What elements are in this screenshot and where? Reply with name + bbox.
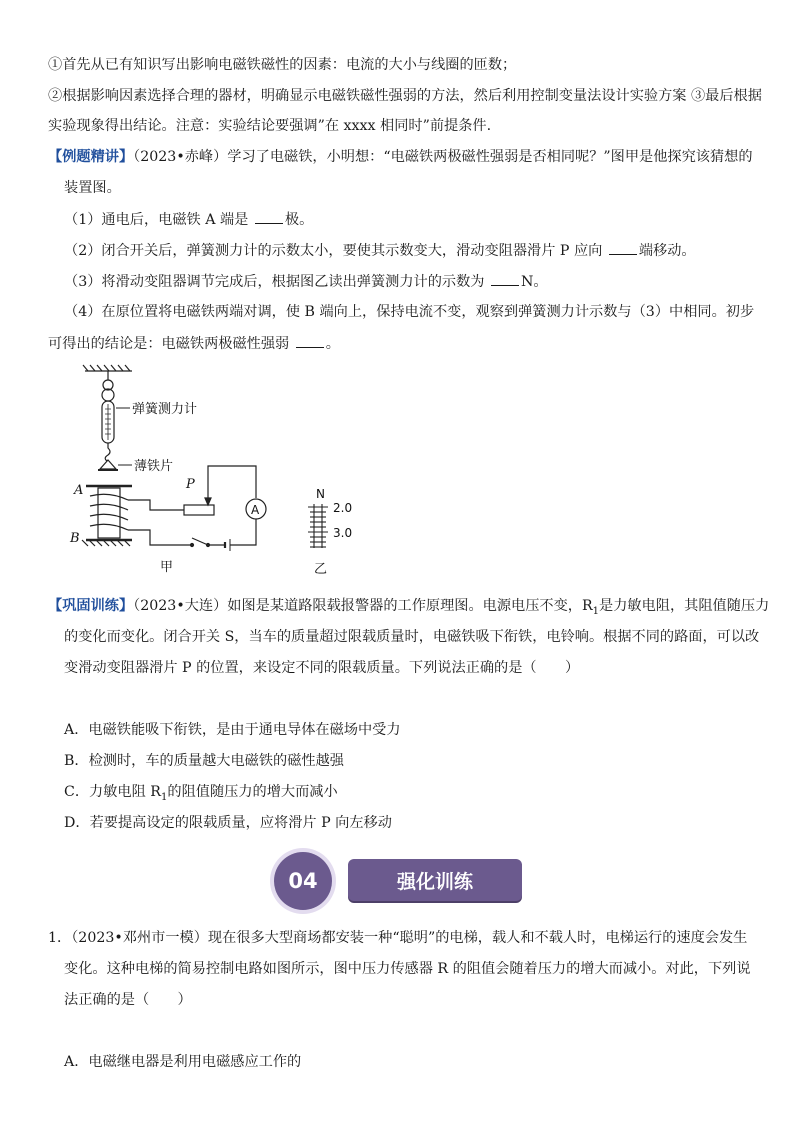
label-p: P <box>186 477 195 492</box>
iron-plate-label: 薄铁片 <box>134 459 174 474</box>
ceiling-mount <box>83 365 132 380</box>
example-question-2: （2）闭合开关后，弹簧测力计的示数太小，要使其示数变大，滑动变阻器滑片 P 应向 端移动。 <box>64 240 764 261</box>
caption-left: 甲 <box>160 560 174 575</box>
practice-stem-line-2: 的变化而变化。闭合开关 S，当车的质量超过限载质量时，电磁铁吸下衔铁，电铃响。根据不同的路面，可以改 <box>64 629 760 645</box>
practice-option-d: D．若要提高设定的限载质量，应将滑片 P 向左移动 <box>64 815 392 831</box>
scale-value-2: 3.0 <box>333 526 353 540</box>
ammeter-label: A <box>251 503 260 517</box>
scale-reading <box>308 504 328 548</box>
answer-blank <box>296 333 324 348</box>
question-1-line-1: 1．（2023•邓州市一模）现在很多大型商场都安装一种“聪明”的电梯，载人和不载人时，电梯运行的速度会发生 <box>48 930 748 946</box>
intro-line-1: ①首先从已有知识写出影响电磁铁磁性的因素：电流的大小与线圈的匝数； <box>48 57 517 73</box>
iron-plate-icon <box>100 460 116 469</box>
label-a: A <box>74 483 84 498</box>
example-question-3: （3）将滑动变阻器调节完成后，根据图乙读出弹簧测力计的示数为 N。 <box>64 271 764 292</box>
example-tag: 【例题精讲】 <box>48 149 134 165</box>
practice-stem-line-3: 变滑动变阻器滑片 P 的位置，来设定不同的限载质量。下列说法正确的是（ ） <box>64 660 580 676</box>
answer-blank <box>609 240 637 255</box>
example-stem-line-2: 装置图。 <box>64 180 121 196</box>
practice-option-b: B．检测时，车的质量越大电磁铁的磁性越强 <box>64 753 344 769</box>
caption-right: 乙 <box>314 562 328 577</box>
example-question-1: （1）通电后，电磁铁 A 端是 极。 <box>64 209 764 230</box>
example-question-4-line-1: （4）在原位置将电磁铁两端对调，使 B 端向上，保持电流不变，观察到弹簧测力计示数与（3）中相同。初步 <box>64 304 755 320</box>
practice-option-c: C．力敏电阻 $R_1$的阻值随压力的增大而减小 <box>64 784 338 803</box>
circuit-wires <box>128 466 266 551</box>
electromagnet <box>82 486 132 546</box>
experiment-figure <box>60 364 380 579</box>
section-number-badge: 04 <box>274 852 332 910</box>
question-1-option-a: A．电磁继电器是利用电磁感应工作的 <box>64 1054 302 1070</box>
example-question-4-line-2: 可得出的结论是：电磁铁两极磁性强弱 。 <box>48 333 748 354</box>
practice-option-a: A．电磁铁能吸下衔铁，是由于通电导体在磁场中受力 <box>64 722 401 738</box>
intro-line-3: 实验现象得出结论。注意：实验结论要强调”在 xxxx 相同时”前提条件. <box>48 118 492 134</box>
example-stem-line-1 <box>48 147 753 167</box>
switch-icon <box>192 538 208 545</box>
sliding-rheostat <box>184 505 214 515</box>
question-1-line-3: 法正确的是（ ） <box>64 992 192 1008</box>
practice-tag: 【巩固训练】 <box>48 598 134 614</box>
answer-blank <box>255 209 283 224</box>
example-stem-text: （2023•赤峰）学习了电磁铁，小明想：“电磁铁两极磁性强弱是否相同呢？”图甲是他探究该猜想的 <box>133 149 753 165</box>
scale-unit-n: N <box>316 487 325 501</box>
spring-scale <box>102 380 114 461</box>
section-banner <box>274 852 524 910</box>
intro-line-2: ②根据影响因素选择合理的器材，明确显示电磁铁磁性强弱的方法，然后利用控制变量法设计实验方案 ③最后根据 <box>48 88 762 104</box>
section-title: 强化训练 <box>348 859 522 901</box>
label-b: B <box>70 531 80 546</box>
answer-blank <box>491 271 519 286</box>
spring-scale-label: 弹簧测力计 <box>132 402 198 417</box>
practice-stem-line-1: 【巩固训练】（2023•大连）如图是某道路限载报警器的工作原理图。电源电压不变，$R_1$是力敏电阻，其阻值随压力 <box>48 598 770 617</box>
scale-value-1: 2.0 <box>333 501 353 515</box>
question-1-line-2: 变化。这种电梯的简易控制电路如图所示，图中压力传感器 R 的阻值会随着压力的增大而减小。对此，下列说 <box>64 961 751 977</box>
